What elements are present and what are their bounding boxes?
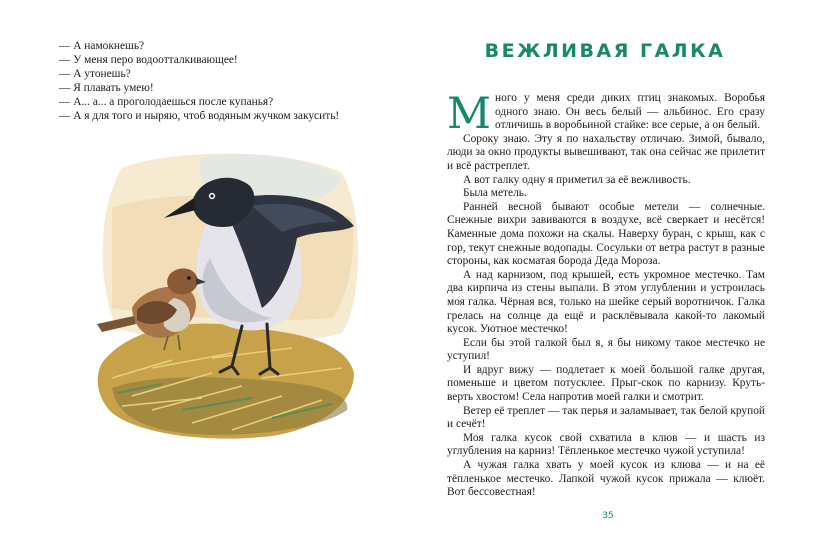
paragraph: Была метель. — [463, 187, 527, 200]
paragraph: А над карнизом, под крышей, есть укромное местечко. Там два кирпича из стены выпали. В этом углублении и устроилась моя галка. Чёрная вся, только на шейке серый воротничок. Галка грелась на солнце да ещё и расклёвывала какой-то лакомый кусок. Уютное местечко! — [447, 268, 765, 336]
jackdaw-pupil — [211, 195, 214, 198]
paragraph: Моя галка кусок свой схватила в клюв — и шасть из углубления на карниз! Тёпленькое местечко чужой уступила! — [447, 431, 765, 458]
paragraph — [447, 89, 765, 139]
paragraph: А вот галку одну я приметил за её вежливость. — [463, 173, 691, 186]
drop-cap: М — [447, 89, 492, 139]
dialog-line: — У меня перо водоотталкивающее! — [59, 54, 238, 66]
paragraph: Ветер её треплет — так перья и заламывает, так белой крупой и сечёт! — [447, 404, 765, 431]
paragraph: Если бы этой галкой был я, я бы никому такое местечко не уступил! — [447, 336, 765, 363]
paragraph: Сороку знаю. Эту я по нахальству отличаю. Зимой, бывало, люди за окно продукты вывешивают, так она сейчас же прилетит и всё растреплет. — [447, 132, 765, 172]
dialog-line: — А намокнешь? — [59, 40, 145, 52]
dialog-line: — Я плавать умею! — [59, 82, 154, 94]
paragraph: И вдруг вижу — подлетает к моей большой галке другая, поменьше и цветом потусклее. Прыг-скок по карнизу. Круть-верть хвостом! Села напротив моей галки и смотрит. — [447, 363, 765, 404]
paragraph-text: ного у меня среди диких птиц знакомых. Воробья одного знаю. Он весь белый — альбинос. Его сразу отличишь в воробьиной стайке: все серые, а он белый. — [495, 92, 765, 132]
dialog-line: — А утонешь? — [59, 68, 131, 80]
dialog-line: — А я для того и ныряю, чтоб водяным жучком закусить! — [59, 110, 340, 122]
dialog-block — [59, 39, 389, 123]
sparrow-eye — [187, 276, 191, 280]
paragraph: А чужая галка хвать у моей кусок из клюва — и на её тёпленькое местечко. Лапкой чужой кусок прижала — клюёт. Вот бессовестная! — [447, 459, 765, 499]
paragraph: Ранней весной бывают особые метели — солнечные. Снежные вихри завиваются в воздухе, всё сверкает и несётся! Каменные дома похожи на скалы. Наверху буран, с крыш, как с гор, текут снежные водопады. Сосульки от ветра растут в разные стороны, как косматая борода Деда Мороза. — [447, 200, 765, 268]
story-title: ВЕЖЛИВАЯ ГАЛКА — [484, 40, 726, 62]
dialog-line: — А... а... а проголодаешься после купанья? — [59, 96, 274, 108]
jackdaw-sparrow-illustration — [92, 148, 362, 448]
story-text — [447, 89, 765, 500]
page-number: 35 — [602, 511, 614, 521]
